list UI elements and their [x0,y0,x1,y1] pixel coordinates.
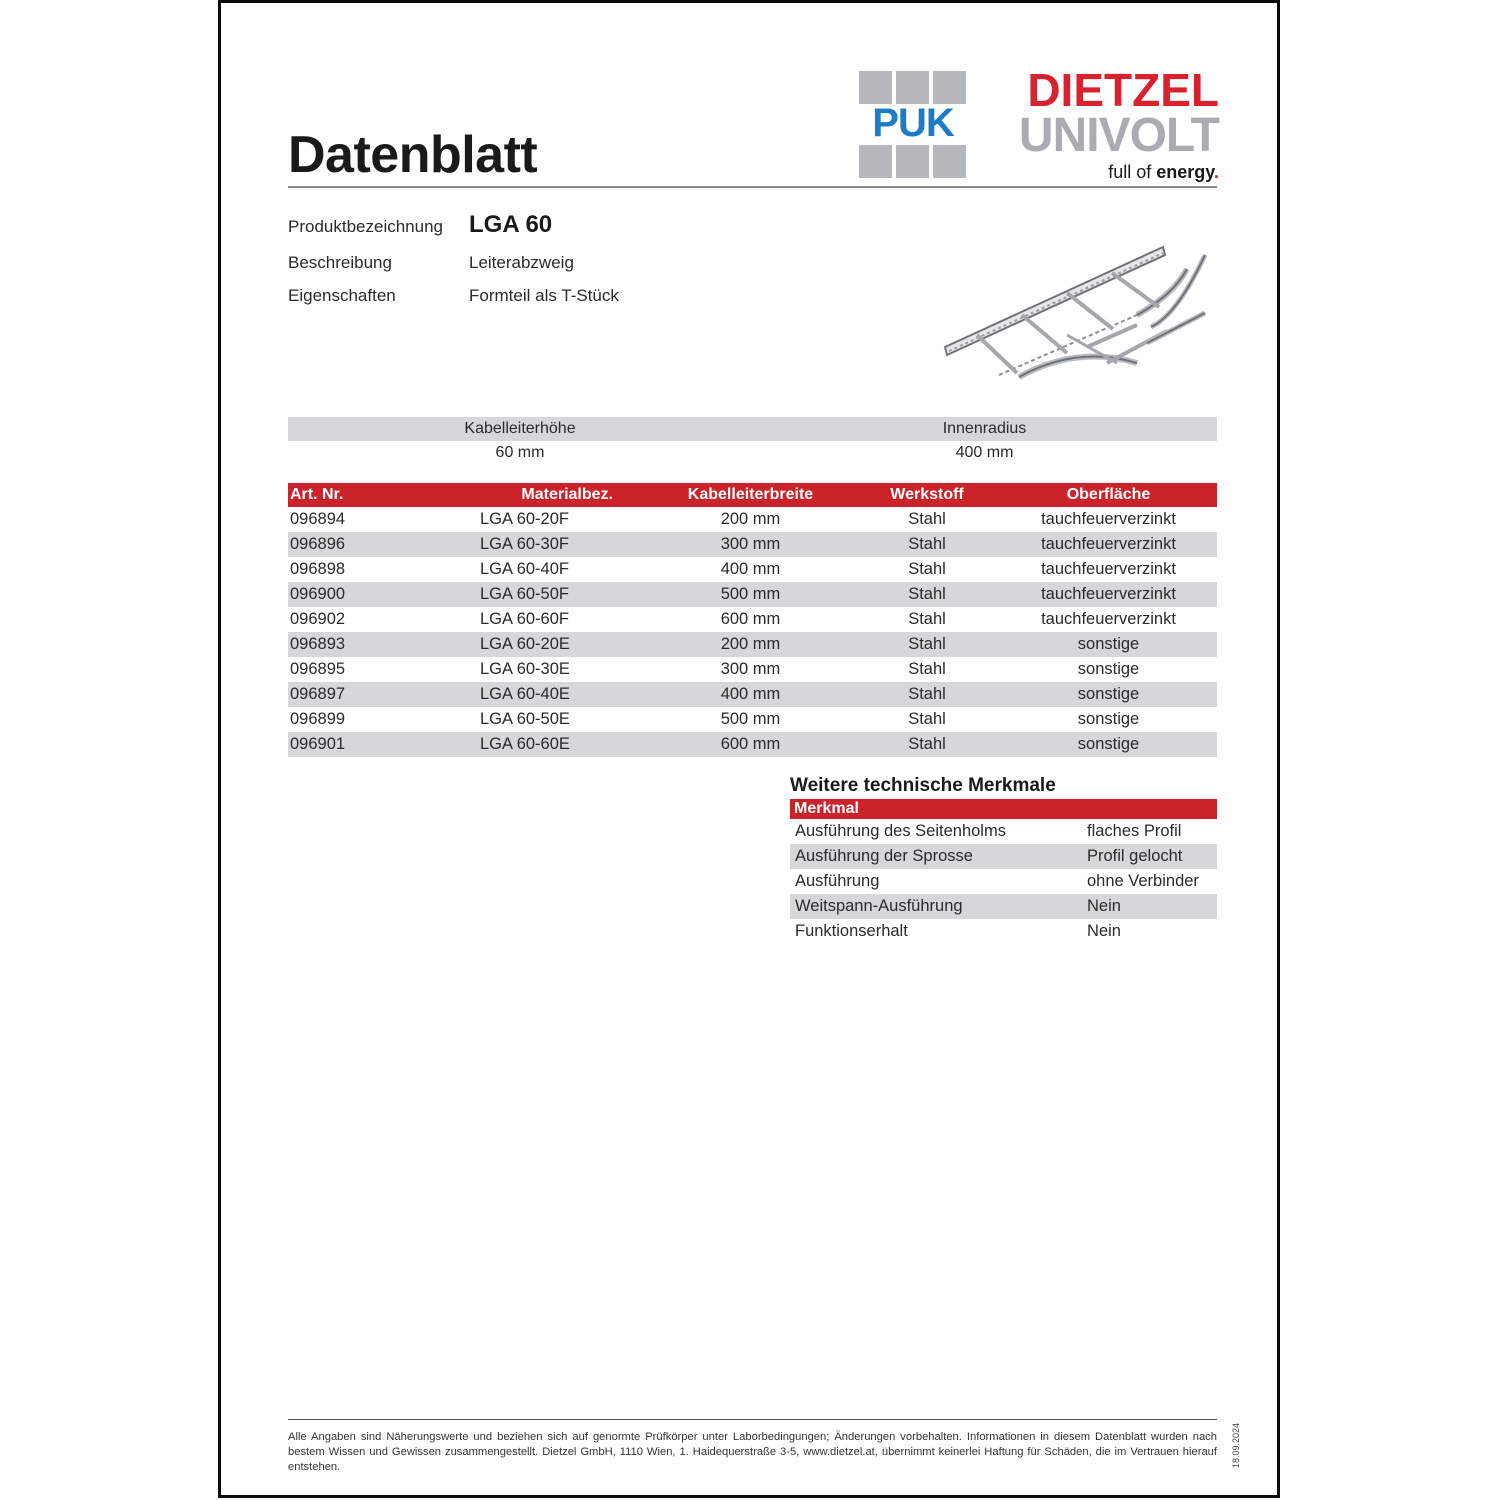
cell-material: LGA 60-50E [480,710,570,728]
cell-art-nr: 096896 [290,535,346,553]
info-label: Beschreibung [288,253,392,272]
logo-tagline [1015,161,1219,183]
spec-summary-table [288,417,1217,465]
features-table [790,799,1217,944]
feature-value: Nein [1087,897,1121,915]
spec-header-height: Kabelleiterhöhe [464,420,576,437]
feature-value: Profil gelocht [1087,847,1183,865]
cell-width: 400 mm [720,685,781,703]
cell-width: 200 mm [720,510,781,528]
table-row [288,732,1217,757]
spec-header-row [288,417,1217,441]
info-row-description [288,253,619,286]
cell-material: LGA 60-20E [480,635,570,653]
cell-werkstoff: Stahl [908,635,946,653]
info-value: Leiterabzweig [469,253,574,272]
feature-label: Ausführung des Seitenholms [795,822,1006,840]
feature-row [790,819,1217,844]
feature-row [790,894,1217,919]
info-row-product-name [288,211,619,253]
features-header: Merkmal [790,799,1217,819]
page-title: Datenblatt [288,126,538,184]
cell-surface: sonstige [1077,685,1140,703]
cell-werkstoff: Stahl [908,535,946,553]
info-label: Produktbezeichnung [288,217,444,236]
feature-label: Funktionserhalt [795,922,908,940]
footer-disclaimer: Alle Angaben sind Näherungswerte und beziehen sich auf genormte Prüfkörper unter Laborbedingungen; Änderungen vorbehalten. Informationen in diesem Datenblatt wurden nach bestem Wissen und Gewissen zusammengestellt. Dietzel GmbH, 1110 Wien, 1. Haidequerstraße 3-5, www.dietzel.at, übernimmt keinerlei Haftung für Schäden, die im Vertrauen hierauf entstehen. [288,1431,1217,1473]
table-row [288,607,1217,632]
cell-material: LGA 60-40F [480,560,569,578]
table-row [288,557,1217,582]
feature-value: ohne Verbinder [1087,872,1199,890]
cell-art-nr: 096897 [290,685,346,703]
cell-art-nr: 096902 [290,610,346,628]
title-divider [288,186,1217,188]
table-row [288,682,1217,707]
feature-label: Ausführung [795,872,880,890]
feature-row [790,869,1217,894]
cell-surface: tauchfeuerverzinkt [1041,560,1176,578]
spec-header-radius: Innenradius [942,420,1027,437]
puk-logo-text: PUK [872,101,954,145]
cell-werkstoff: Stahl [908,710,946,728]
cell-material: LGA 60-60E [480,735,570,753]
cell-surface: tauchfeuerverzinkt [1041,510,1176,528]
col-header-art-nr: Art. Nr. [290,486,344,503]
col-header-width: Kabelleiterbreite [687,486,814,503]
cell-werkstoff: Stahl [908,610,946,628]
cell-width: 300 mm [720,660,781,678]
info-label: Eigenschaften [288,286,396,305]
table-row [288,507,1217,532]
spec-value-row [288,441,1217,465]
datasheet-page [218,0,1280,1498]
cell-art-nr: 096894 [290,510,346,528]
cell-width: 200 mm [720,635,781,653]
features-title: Weitere technische Merkmale [790,775,1056,796]
table-row [288,532,1217,557]
cell-surface: tauchfeuerverzinkt [1041,585,1176,603]
cell-surface: sonstige [1077,735,1140,753]
info-value: Formteil als T-Stück [469,286,619,305]
col-header-material: Materialbez. [521,486,613,503]
feature-row [790,844,1217,869]
cell-surface: tauchfeuerverzinkt [1041,610,1176,628]
cell-material: LGA 60-30E [480,660,570,678]
tagline-bold: energy [1156,162,1214,182]
cell-surface: sonstige [1077,635,1140,653]
product-info [288,211,619,319]
feature-label: Weitspann-Ausführung [795,897,963,915]
table-row [288,657,1217,682]
cell-material: LGA 60-20F [480,510,569,528]
cell-art-nr: 096899 [290,710,346,728]
col-header-surface: Oberfläche [1066,486,1151,503]
puk-logo [859,71,967,179]
footer-date: 18.09.2024 [1231,1422,1241,1468]
product-image [937,235,1217,391]
spec-value-radius: 400 mm [955,444,1014,461]
cell-width: 500 mm [720,710,781,728]
cable-ladder-t-piece-icon [937,235,1217,391]
feature-value: flaches Profil [1087,822,1182,840]
dietzel-univolt-logo [1015,64,1219,183]
cell-art-nr: 096901 [290,735,346,753]
info-row-properties [288,286,619,319]
cell-art-nr: 096898 [290,560,346,578]
cell-material: LGA 60-40E [480,685,570,703]
cell-width: 600 mm [720,610,781,628]
table-row [288,632,1217,657]
product-name: LGA 60 [469,211,553,238]
spec-value-height: 60 mm [495,444,545,461]
feature-label: Ausführung der Sprosse [795,847,973,865]
cell-werkstoff: Stahl [908,560,946,578]
cell-werkstoff: Stahl [908,735,946,753]
cell-werkstoff: Stahl [908,660,946,678]
tagline-regular: full of [1108,162,1157,182]
dietzel-wordmark: DIETZEL [1027,64,1219,116]
cell-width: 600 mm [720,735,781,753]
cell-surface: sonstige [1077,660,1140,678]
cell-werkstoff: Stahl [908,685,946,703]
cell-art-nr: 096893 [290,635,346,653]
article-table-header [288,483,1217,507]
cell-werkstoff: Stahl [908,585,946,603]
tagline-dot: . [1213,162,1219,182]
cell-material: LGA 60-50F [480,585,569,603]
cell-width: 500 mm [720,585,781,603]
table-row [288,582,1217,607]
cell-surface: tauchfeuerverzinkt [1041,535,1176,553]
article-table [288,483,1217,757]
cell-art-nr: 096895 [290,660,346,678]
cell-width: 300 mm [720,535,781,553]
col-header-werkstoff: Werkstoff [890,486,964,503]
cell-width: 400 mm [720,560,781,578]
footer-divider [288,1419,1217,1420]
cell-surface: sonstige [1077,710,1140,728]
cell-material: LGA 60-30F [480,535,569,553]
table-row [288,707,1217,732]
cell-werkstoff: Stahl [908,510,946,528]
cell-material: LGA 60-60F [480,610,569,628]
univolt-wordmark: UNIVOLT [1018,109,1219,162]
feature-row [790,919,1217,944]
feature-value: Nein [1087,922,1121,940]
cell-art-nr: 096900 [290,585,346,603]
